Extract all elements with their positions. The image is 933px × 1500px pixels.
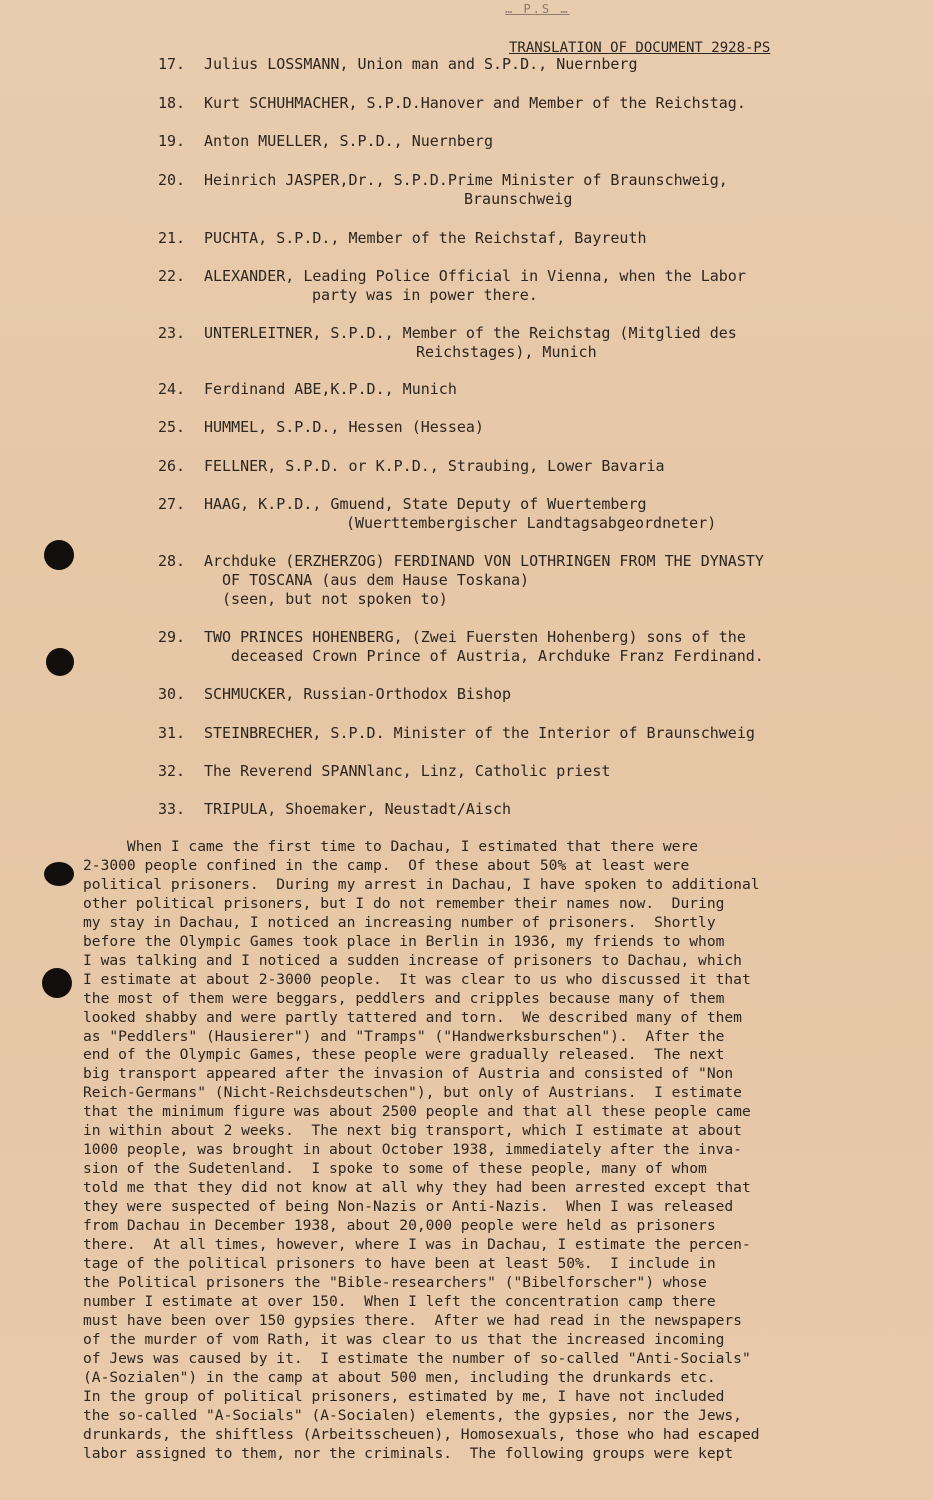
list-item (158, 55, 838, 74)
list-item-text: ALEXANDER, Leading Police Official in Vienna, when the Labor (204, 267, 746, 285)
list-item (158, 457, 838, 476)
list-item (158, 171, 838, 209)
paragraph-line: In the group of political prisoners, estimated by me, I have not included (83, 1387, 725, 1405)
list-item-text: TWO PRINCES HOHENBERG, (Zwei Fuersten Hohenberg) sons of the (204, 628, 746, 646)
paragraph-line: of Jews was caused by it. I estimate the number of so-called "Anti-Socials" (83, 1349, 751, 1367)
list-item-continuation: Reichstages), Munich (416, 343, 597, 361)
list-item-continuation: Braunschweig (464, 190, 573, 208)
list-item (158, 762, 838, 781)
paragraph-line: the so-called "A-Socials" (A-Socialen) elements, the gypsies, nor the Jews, (83, 1406, 742, 1424)
paragraph-line: must have been over 150 gypsies there. After we had read in the newspapers (83, 1311, 742, 1329)
list-item-text: Archduke (ERZHERZOG) FERDINAND VON LOTHRINGEN FROM THE DYNASTY (204, 552, 764, 570)
top-stamp: … P.S … (505, 2, 570, 16)
list-item-number: 21. (158, 229, 186, 247)
list-item-number: 28. (158, 552, 186, 570)
list-item-number: 30. (158, 685, 186, 703)
list-item-number: 25. (158, 418, 186, 436)
paragraph-line: other political prisoners, but I do not remember their names now. During (83, 894, 725, 912)
paragraph-line: looked shabby and were partly tattered and torn. We described many of them (83, 1008, 742, 1026)
list-item-number: 27. (158, 495, 186, 513)
list-item-text: Ferdinand ABE,K.P.D., Munich (204, 380, 457, 398)
list-item-text: PUCHTA, S.P.D., Member of the Reichstaf, Bayreuth (204, 229, 647, 247)
list-item-text: FELLNER, S.P.D. or K.P.D., Straubing, Lower Bavaria (204, 457, 665, 475)
list-item-text: Heinrich JASPER,Dr., S.P.D.Prime Minister of Braunschweig, (204, 171, 728, 189)
paragraph-line: Reich-Germans" (Nicht-Reichsdeutschen"), but only of Austrians. I estimate (83, 1084, 742, 1102)
list-item-number: 22. (158, 267, 186, 285)
list-item-text: Kurt SCHUHMACHER, S.P.D.Hanover and Member of the Reichstag. (204, 94, 746, 112)
paragraph-line: before the Olympic Games took place in Berlin in 1936, my friends to whom (83, 932, 725, 950)
list-item-number: 31. (158, 724, 186, 742)
paragraph-line: of the murder of vom Rath, it was clear to us that the increased incoming (83, 1330, 725, 1348)
list-item-continuation: OF TOSCANA (aus dem Hause Toskana) (222, 571, 530, 589)
paragraph-line: (A-Sozialen") in the camp at about 500 men, including the drunkards etc. (83, 1368, 716, 1386)
list-item-text: The Reverend SPANNlanc, Linz, Catholic priest (204, 762, 611, 780)
list-item (158, 495, 838, 533)
list-item-text: STEINBRECHER, S.P.D. Minister of the Interior of Braunschweig (204, 724, 755, 742)
list-item-number: 18. (158, 94, 186, 112)
list-item-text: HAAG, K.P.D., Gmuend, State Deputy of Wuertemberg (204, 495, 647, 513)
list-item-number: 23. (158, 324, 186, 342)
list-item (158, 132, 838, 151)
paragraph-line: in within about 2 weeks. The next big transport, which I estimate at about (83, 1122, 742, 1140)
list-item-number: 19. (158, 132, 186, 150)
paragraph-line: When I came the first time to Dachau, I estimated that there were (83, 838, 699, 855)
list-item-number: 33. (158, 800, 186, 818)
paragraph-line: labor assigned to them, nor the criminals. The following groups were kept (83, 1444, 734, 1462)
punch-hole (46, 648, 74, 676)
list-item (158, 552, 838, 609)
list-item (158, 800, 838, 819)
list-item-continuation: (seen, but not spoken to) (222, 590, 448, 608)
paragraph-line: end of the Olympic Games, these people were gradually released. The next (83, 1046, 725, 1064)
body-paragraph (83, 838, 828, 1463)
paragraph-line: big transport appeared after the invasion of Austria and consisted of "Non (83, 1065, 734, 1083)
paragraph-line: tage of the political prisoners to have been at least 50%. I include in (83, 1254, 716, 1272)
list-item (158, 628, 838, 666)
paragraph-line: drunkards, the shiftless (Arbeitsscheuen), Homosexuals, those who had escaped (83, 1425, 760, 1443)
punch-hole (44, 862, 74, 886)
list-item (158, 324, 838, 362)
list-item (158, 685, 838, 704)
paragraph-line: 1000 people, was brought in about October 1938, immediately after the inva- (83, 1141, 742, 1159)
list-item-text: UNTERLEITNER, S.P.D., Member of the Reichstag (Mitglied des (204, 324, 737, 342)
paragraph-line: I estimate at about 2-3000 people. It was clear to us who discussed it that (83, 970, 751, 988)
paragraph-line: I was talking and I noticed a sudden increase of prisoners to Dachau, which (83, 951, 742, 969)
list-item-continuation: party was in power there. (312, 286, 538, 304)
list-item (158, 380, 838, 399)
paragraph-line: 2-3000 people confined in the camp. Of these about 50% at least were (83, 856, 690, 874)
list-item (158, 229, 838, 248)
list-item-text: HUMMEL, S.P.D., Hessen (Hessea) (204, 418, 484, 436)
paragraph-line: they were suspected of being Non-Nazis or Anti-Nazis. When I was released (83, 1198, 734, 1216)
list-item-number: 20. (158, 171, 186, 189)
paragraph-line: number I estimate at over 150. When I left the concentration camp there (83, 1292, 716, 1310)
list-item-number: 17. (158, 55, 186, 73)
paragraph-line: my stay in Dachau, I noticed an increasing number of prisoners. Shortly (83, 913, 716, 931)
list-item-number: 24. (158, 380, 186, 398)
list-item-continuation: deceased Crown Prince of Austria, Archduke Franz Ferdinand. (231, 647, 764, 665)
list-item-number: 29. (158, 628, 186, 646)
paragraph-line: sion of the Sudetenland. I spoke to some of these people, many of whom (83, 1160, 707, 1178)
document-header: TRANSLATION OF DOCUMENT 2928-PS (509, 40, 771, 56)
punch-hole (44, 540, 74, 570)
paragraph-line: that the minimum figure was about 2500 people and that all these people came (83, 1103, 751, 1121)
paragraph-line: the most of them were beggars, peddlers and cripples because many of them (83, 989, 725, 1007)
paragraph-line: told me that they did not know at all why they had been arrested except that (83, 1179, 751, 1197)
list-item (158, 724, 838, 743)
list-item-text: TRIPULA, Shoemaker, Neustadt/Aisch (204, 800, 512, 818)
paragraph-line: political prisoners. During my arrest in Dachau, I have spoken to additional (83, 875, 760, 893)
punch-hole (42, 968, 72, 998)
list-item-number: 32. (158, 762, 186, 780)
list-item-text: SCHMUCKER, Russian-Orthodox Bishop (204, 685, 512, 703)
list-item (158, 94, 838, 113)
paragraph-line: as "Peddlers" (Hausierer") and "Tramps" ("Handwerksburschen"). After the (83, 1027, 725, 1045)
paragraph-line: there. At all times, however, where I was in Dachau, I estimate the percen- (83, 1236, 751, 1254)
list-item-text: Anton MUELLER, S.P.D., Nuernberg (204, 132, 493, 150)
paragraph-line: from Dachau in December 1938, about 20,000 people were held as prisoners (83, 1217, 716, 1235)
list-item (158, 418, 838, 437)
paragraph-line: the Political prisoners the "Bible-researchers" ("Bibelforscher") whose (83, 1273, 707, 1291)
list-item-number: 26. (158, 457, 186, 475)
list-item-text: Julius LOSSMANN, Union man and S.P.D., Nuernberg (204, 55, 638, 73)
list-item (158, 267, 838, 305)
list-item-continuation: (Wuerttembergischer Landtagsabgeordneter) (346, 514, 717, 532)
